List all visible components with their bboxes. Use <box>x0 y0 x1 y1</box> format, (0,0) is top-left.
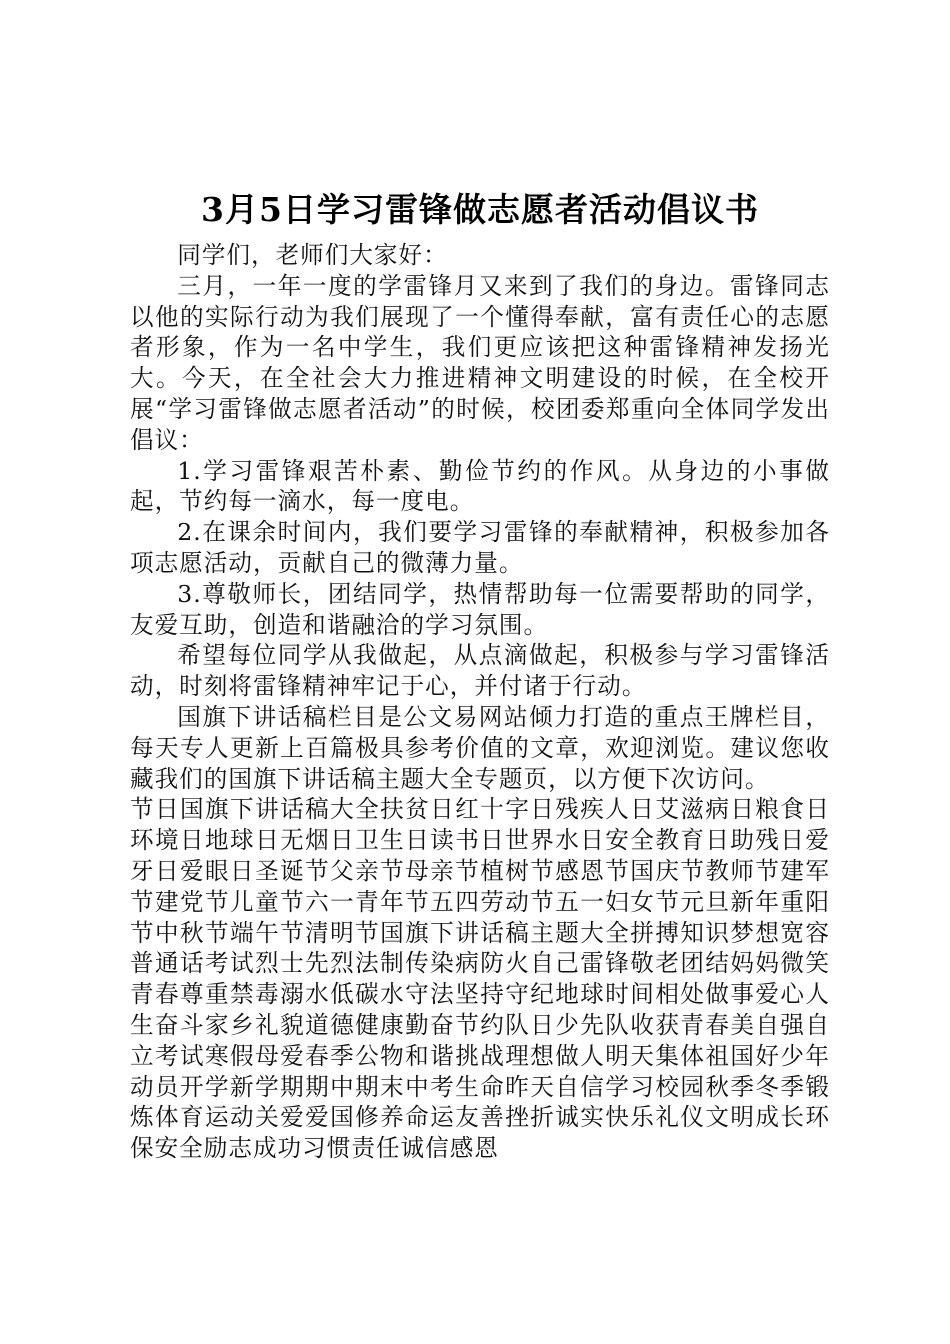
document-title: 3月5日学习雷锋做志愿者活动倡议书 <box>201 190 759 229</box>
proposal-item-3: 3.尊敬师长，团结同学，热情帮助每一位需要帮助的同学，友爱互助，创造和谐融洽的学习氛围。 <box>130 579 830 639</box>
document-page <box>130 186 830 1164</box>
intro-paragraph: 三月，一年一度的学雷锋月又来到了我们的身边。雷锋同志以他的实际行动为我们展现了一个懂得奉献，富有责任心的志愿者形象，作为一名中学生，我们更应该把这种雷锋精神发扬光大。今天，在全社会大力推进精神文明建设的时候，在全校开展“学习雷锋做志愿者活动”的时候，校团委郑重向全体同学发出倡议： <box>130 271 830 454</box>
topic-tag-block: 节日国旗下讲话稿大全扶贫日红十字日残疾人日艾滋病日粮食日环境日地球日无烟日卫生日读书日世界水日安全教育日助残日爱牙日爱眼日圣诞节父亲节母亲节植树节感恩节国庆节教师节建军节建党节儿童节六一青年节五四劳动节五一妇女节元旦新年重阳节中秋节端午节清明节国旗下讲话稿主题大全拼搏知识梦想宽容普通话考试烈士先烈法制传染病防火自己雷锋敬老团结妈妈微笑青春尊重禁毒溺水低碳水守法坚持守纪地球时间相处做事爱心人生奋斗家乡礼貌道德健康勤奋节约队日少先队收获青春美自强自立考试寒假母爱春季公物和谐挑战理想做人明天集体祖国好少年动员开学新学期期中期末中考生命昨天自信学习校园秋季冬季锻炼体育运动关爱爱国修养命运友善挫折诚实快乐礼仪文明成长环保安全励志成功习惯责任诚信感恩 <box>130 795 830 1163</box>
closing-paragraph: 希望每位同学从我做起，从点滴做起，积极参与学习雷锋活动，时刻将雷锋精神牢记于心，并付诸于行动。 <box>130 641 830 701</box>
proposal-item-2: 2.在课余时间内，我们要学习雷锋的奉献精神，积极参加各项志愿活动，贡献自己的微薄力量。 <box>130 518 830 577</box>
site-promo-paragraph: 国旗下讲话稿栏目是公文易网站倾力打造的重点王牌栏目，每天专人更新上百篇极具参考价值的文章，欢迎浏览。建议您收藏我们的国旗下讲话稿主题大全专题页，以方便下次访问。 <box>130 702 830 793</box>
proposal-item-1: 1.学习雷锋艰苦朴素、勤俭节约的作风。从身边的小事做起，节约每一滴水，每一度电。 <box>130 456 830 516</box>
greeting-paragraph: 同学们，老师们大家好： <box>177 241 448 269</box>
